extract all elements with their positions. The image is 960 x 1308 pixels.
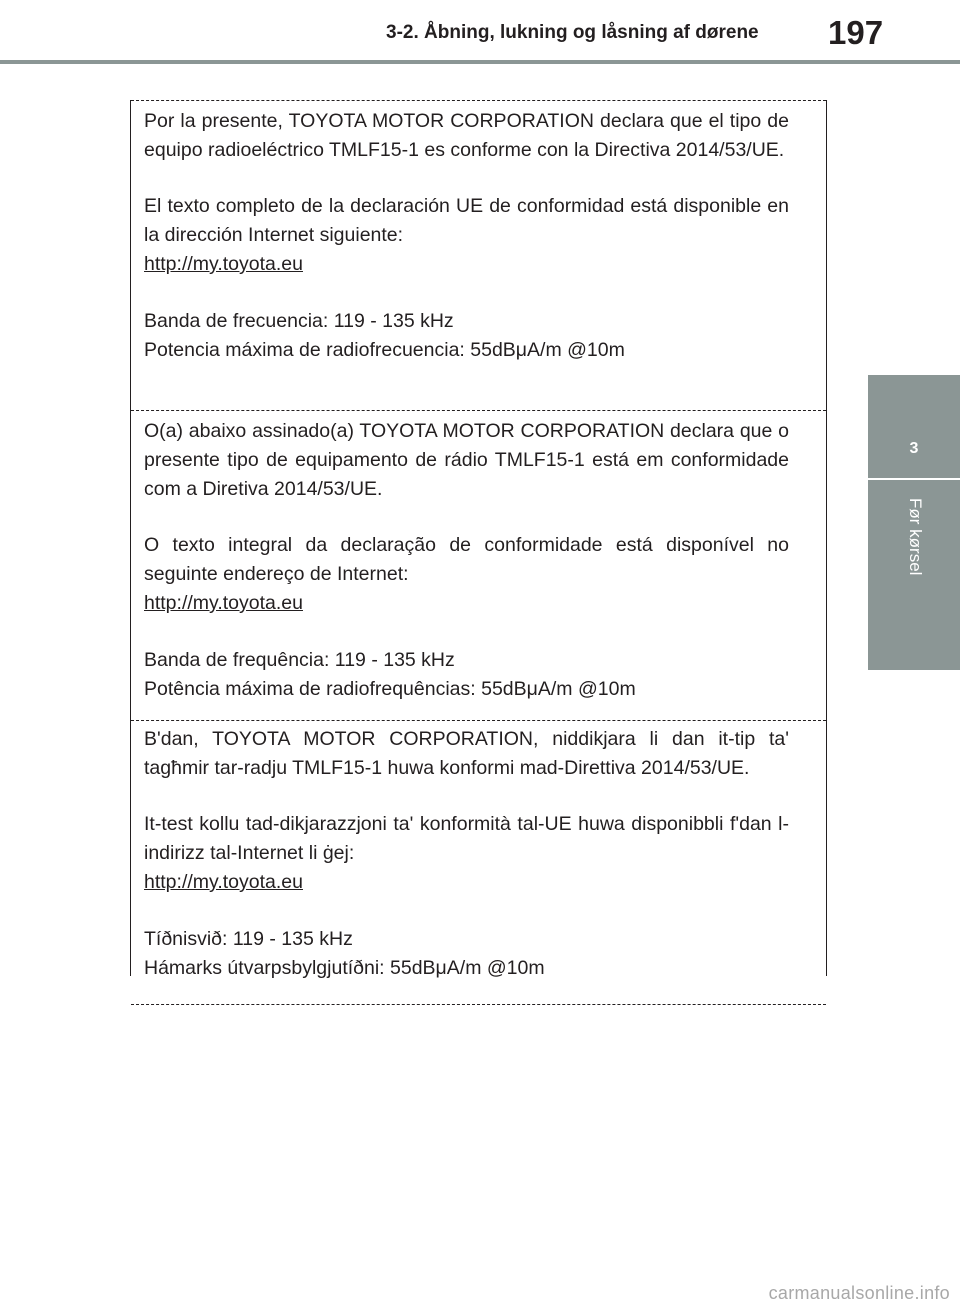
max-power: Hámarks útvarpsbylgjutíðni: 55dBμA/m @10m	[144, 957, 545, 979]
header-divider	[0, 60, 960, 64]
page-number: 197	[828, 14, 884, 51]
declaration-portuguese	[131, 410, 826, 721]
chapter-number: 3	[909, 440, 919, 457]
chapter-label: Før kørsel	[906, 498, 925, 576]
declaration-spanish	[131, 100, 826, 411]
availability-text: O texto integral da declaração de conformidade está disponível no seguinte endereço de Internet:	[144, 534, 789, 585]
frequency-band: Banda de frecuencia: 119 - 135 kHz	[144, 310, 454, 332]
max-power: Potência máxima de radiofrequências: 55dBμA/m @10m	[144, 678, 636, 700]
section-title: 3-2. Åbning, lukning og låsning af dørene	[386, 22, 759, 43]
frequency-band: Tíðnisvið: 119 - 135 kHz	[144, 928, 353, 950]
declaration-link[interactable]: http://my.toyota.eu	[144, 871, 303, 893]
declaration-box	[130, 100, 827, 979]
watermark: carmanualsonline.info	[768, 1283, 950, 1303]
declaration-text: B'dan, TOYOTA MOTOR CORPORATION, niddikjara li dan it-tip ta' tagħmir tar-radju TMLF15-1 huwa konformi mad-Direttiva 2014/53/UE.	[144, 728, 789, 779]
max-power: Potencia máxima de radiofrecuencia: 55dBμA/m @10m	[144, 339, 625, 361]
frequency-band: Banda de frequência: 119 - 135 kHz	[144, 649, 455, 671]
chapter-tab-divider	[868, 478, 960, 480]
declaration-link[interactable]: http://my.toyota.eu	[144, 592, 303, 614]
declaration-text: Por la presente, TOYOTA MOTOR CORPORATION declara que el tipo de equipo radioeléctrico TMLF15-1 es conforme con la Directiva 2014/53/UE.	[144, 110, 789, 161]
availability-text: It-test kollu tad-dikjarazzjoni ta' konformità tal-UE huwa disponibbli f'dan l-indirizz tal-Internet li ġej:	[144, 813, 789, 864]
availability-text: El texto completo de la declaración UE de conformidad está disponible en la dirección Internet siguiente:	[144, 195, 789, 246]
chapter-tab	[868, 375, 960, 670]
declaration-link[interactable]: http://my.toyota.eu	[144, 253, 303, 275]
declaration-maltese	[131, 720, 826, 1005]
declaration-text: O(a) abaixo assinado(a) TOYOTA MOTOR CORPORATION declara que o presente tipo de equipamento de rádio TMLF15-1 está em conformidade com a Diretiva 2014/53/UE.	[144, 420, 789, 500]
